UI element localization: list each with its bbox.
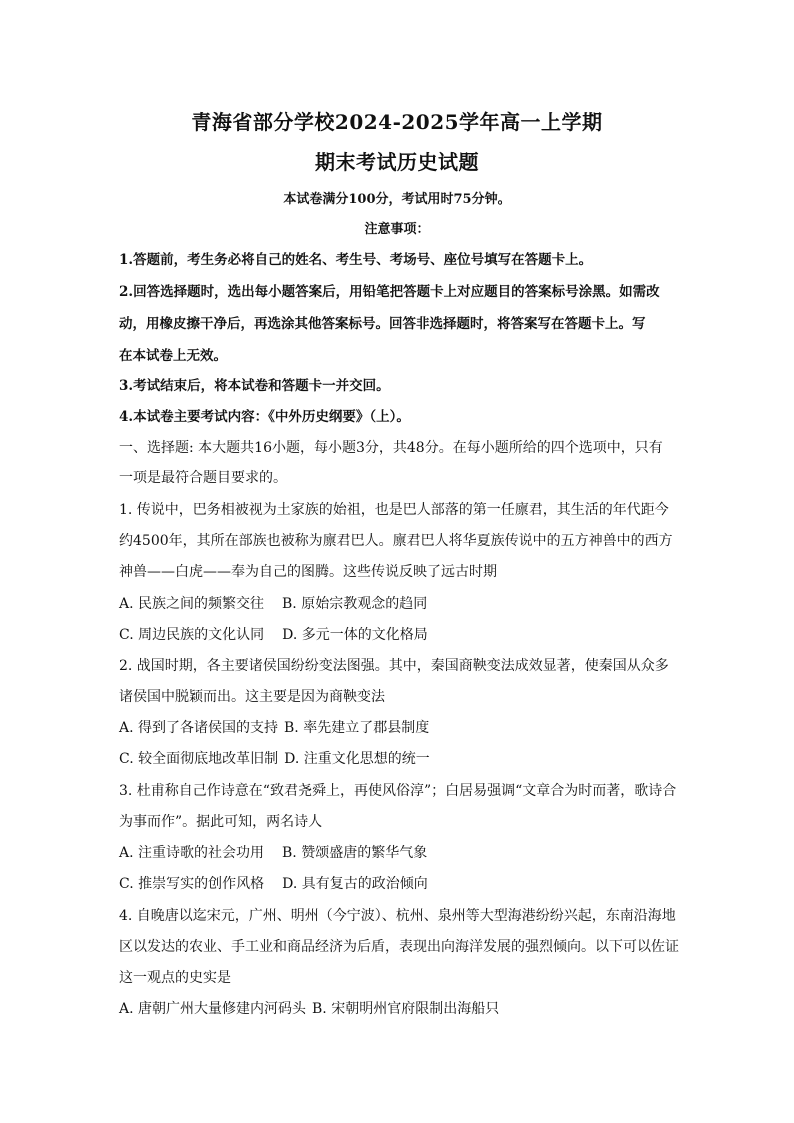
question-1-line1: 1. 传说中，巴务相被视为土家族的始祖，也是巴人部落的第一任廪君，其生活的年代距今 — [119, 502, 669, 518]
question-4-option-b: B. 宋朝明州官府限制出海船只 — [312, 1001, 500, 1017]
notice-item-3: 3.考试结束后，将本试卷和答题卡一并交回。 — [119, 378, 390, 394]
question-4-line2: 区以发达的农业、手工业和商品经济为后盾，表现出向海洋发展的强烈倾向。以下可以佐证 — [119, 939, 679, 955]
question-4-line3: 这一观点的史实是 — [119, 970, 231, 986]
question-2-option-b: B. 率先建立了郡县制度 — [284, 720, 430, 736]
section1-instruction-line1: 一、选择题: 本大题共16小题，每小题3分，共48分。在每小题所给的四个选项中，只有 — [119, 440, 663, 456]
question-3-line1: 3. 杜甫称自己作诗意在“致君尧舜上，再使风俗淳”；白居易强调“文章合为时而著，歌诗合 — [119, 783, 677, 799]
question-2-option-a: A. 得到了各诸侯国的支持 — [119, 720, 279, 736]
question-3-option-c: C. 推崇写实的创作风格 — [119, 876, 265, 892]
question-1-line3: 神兽——白虎——奉为自己的图腾。这些传说反映了远古时期 — [119, 564, 497, 580]
question-2-options-row1 — [119, 717, 679, 737]
question-1-option-b: B. 原始宗教观念的趋同 — [282, 596, 428, 612]
question-4-option-a: A. 唐朝广州大量修建内河码头 — [119, 1001, 307, 1017]
section1-instruction-line2: 一项是最符合题目要求的。 — [119, 470, 287, 486]
question-3-option-b: B. 赞颂盛唐的繁华气象 — [282, 845, 428, 861]
question-3-option-d: D. 具有复古的政治倾向 — [282, 876, 428, 892]
notice-item-4: 4.本试卷主要考试内容：《中外历史纲要》（上）。 — [119, 409, 410, 425]
question-2-options-row2 — [119, 748, 679, 768]
question-3-options-row2 — [119, 873, 679, 893]
exam-title-line2: 期末考试历史试题 — [315, 150, 479, 174]
question-4-options-row1 — [119, 998, 679, 1018]
exam-subtitle: 本试卷满分100分，考试用时75分钟。 — [283, 192, 511, 207]
notice-item-2-line1: 2.回答选择题时，选出每小题答案后，用铅笔把答题卡上对应题目的答案标号涂黑。如需改 — [119, 284, 660, 300]
question-3-line2: 为事而作”。据此可知，两名诗人 — [119, 814, 323, 830]
question-2-option-c: C. 较全面彻底地改革旧制 — [119, 751, 279, 767]
question-4-line1: 4. 自晚唐以迄宋元，广州、明州（今宁波）、杭州、泉州等大型海港纷纷兴起，东南沿海地 — [119, 908, 676, 924]
question-2-line2: 诸侯国中脱颖而出。这主要是因为商鞅变法 — [119, 689, 385, 705]
question-1-option-c: C. 周边民族的文化认同 — [119, 627, 265, 643]
exam-title-line1: 青海省部分学校2024-2025学年高一上学期 — [191, 110, 603, 134]
notice-item-1: 1.答题前，考生务必将自己的姓名、考生号、考场号、座位号填写在答题卡上。 — [119, 252, 593, 268]
question-1-options-row2 — [119, 624, 679, 644]
question-3-options-row1 — [119, 842, 679, 862]
question-2-option-d: D. 注重文化思想的统一 — [284, 751, 430, 767]
question-3-option-a: A. 注重诗歌的社会功用 — [119, 845, 265, 861]
question-1-option-d: D. 多元一体的文化格局 — [282, 627, 428, 643]
question-1-line2: 约4500年，其所在部族也被称为廪君巴人。廪君巴人将华夏族传说中的五方神兽中的西方 — [119, 533, 673, 549]
notice-item-2-line3: 在本试卷上无效。 — [119, 348, 227, 364]
question-2-line1: 2. 战国时期，各主要诸侯国纷纷变法图强。其中，秦国商鞅变法成效显著，使秦国从众多 — [119, 658, 669, 674]
notice-item-2-line2: 动，用橡皮擦干净后，再选涂其他答案标号。回答非选择题时，将答案写在答题卡上。写 — [119, 316, 646, 332]
question-1-option-a: A. 民族之间的频繁交往 — [119, 596, 265, 612]
question-1-options-row1 — [119, 593, 679, 613]
notice-heading: 注意事项： — [364, 222, 430, 237]
